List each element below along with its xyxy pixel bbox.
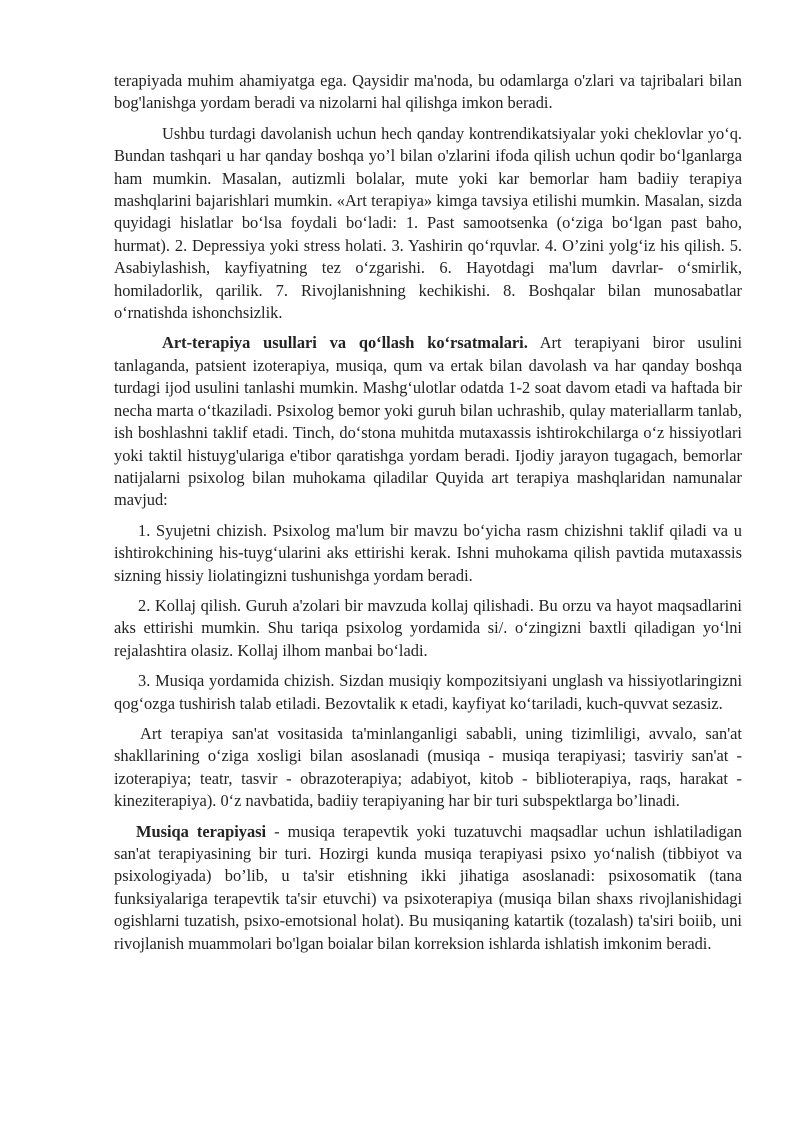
section-heading-art-terapiya: Art-terapiya usullari va qo‘llash ko‘rsatmalari. (162, 333, 528, 353)
paragraph-7: Art terapiya san'at vositasida ta'minlanganligi sababli, uning tizimliligi, avvalo, san'at shakllarining o‘ziga xosligi bilan asoslanadi (musiqa - musiqa terapiyasi; tasviriy san'at - izoterapiya; teatr, tasvir - obrazoterapiya; adabiyot, kitob - biblioterapiya, raqs, harakat - kineziterapiya). 0‘z navbatida, badiiy terapiyaning har bir turi subspektlarga bo’linadi. (114, 723, 742, 811)
section-heading-musiqa-terapiyasi: Musiqa terapiyasi (136, 821, 267, 841)
paragraph-8 (114, 821, 742, 955)
list-item-2: 2. Kollaj qilish. Guruh a'zolari bir mavzuda kollaj qilishadi. Bu orzu va hayot maqsadlarini aks ettirishi mumkin. Shu tariqa psixolog yordamida si/. o‘zingizni baxtli qiladigan yo‘lni rejalashtira olasiz. Kollaj ilhom manbai bo‘ladi. (114, 595, 742, 660)
paragraph-3 (114, 332, 742, 511)
list-item-3: 3. Musiqa yordamida chizish. Sizdan musiqiy kompozitsiyani unglash va hissiyotlaringizni qog‘ozga tushirish talab etiladi. Bezovtalik к etadi, kayfiyat ko‘tariladi, kuch-quvvat sezasiz. (114, 671, 742, 713)
paragraph-8-body: - musiqa terapevtik yoki tuzatuvchi maqsadlar uchun ishlatiladigan san'at terapiyasining bir turi. Hozirgi kunda musiqa terapiyasi psixo yo‘nalish (tibbiyot va psixologiyada) bo’lib, u ta'sir etishning ikki jihatiga asoslanadi: psixosomatik (tana funksiyalariga terapevtik ta'sir etuvchi) va psixoterapiya (musiqa bilan shaxs rivojlanishidagi ogishlarni tuzatish, psixo-emotsional holat). Bu musiqaning katartik (tozalash) ta'siri boiib, uni rivojlanish muammolari bo'lgan boialar bilan korreksion ishlarda ishlatish imkonim beradi. (114, 821, 743, 953)
paragraph-2: Ushbu turdagi davolanish uchun hech qanday kontrendikatsiyalar yoki cheklovlar yo‘q. Bundan tashqari u har qanday boshqa yo’l bilan o'zlarini ifoda qilish uchun qodir bo‘lganlarga ham mumkin. Masalan, autizmli bolalar, mute yoki kar bemorlar ham badiiy terapiya mashqlarini bajarishlari mumkin. «Art terapiya» kimga tavsiya etilishi mumkin. Masalan, sizda quyidagi hislatlar bo‘lsa foydali bo‘ladi: 1. Past samootsenka (o‘ziga bo‘lgan past baho, hurmat). 2. Depressiya yoki stress holati. 3. Yashirin qo‘rquvlar. 4. O’zini yolg‘iz his qilish. 5. Asabiylashish, kayfiyatning tez o‘zgarishi. 6. Hayotdagi ma'lum davrlar- o‘smirlik, homiladorlik, qarilik. 7. Rivojlanishning kechikishi. 8. Boshqalar bilan munosabatlar o‘rnatishda ishonchsizlik. (114, 123, 742, 323)
paragraph-3-body: Art terapiyani biror usulini tanlaganda, patsient izoterapiya, musiqa, qum va ertak bilan davolash va har qanday boshqa turdagi ijod usulini tanlashi mumkin. Mashg‘ulotlar odatda 1-2 soat davom etadi va haftada bir necha marta o‘tkaziladi. Psixolog bemor yoki guruh bilan uchrashib, qulay materiallarm tanlab, ish boshlashni taklif etadi. Tinch, do‘stona muhitda mutaxassis ishtirokchilarga o‘z hissiyotlari yoki taktil histuyg'ulariga e'tibor qaratishga yordam beradi. Ijodiy jarayon tugagach, bemorlar natijalarni psixolog bilan muhokama qiladilar Quyida art terapiya mashqlaridan namunalar mavjud: (114, 333, 742, 510)
document-page (114, 70, 742, 955)
paragraph-1: terapiyada muhim ahamiyatga ega. Qaysidir ma'noda, bu odamlarga o'zlari va tajribalari bilan bog'lanishga yordam beradi va nizolarni hal qilishga imkon beradi. (114, 71, 742, 113)
list-item-1: 1. Syujetni chizish. Psixolog ma'lum bir mavzu bo‘yicha rasm chizishni taklif qiladi va u ishtirokchining his-tuyg‘ularini aks ettirishi kerak. Ishni muhokama qilish pavtida mutaxassis sizning hissiy liolatingizni tushunishga yordam beradi. (114, 520, 742, 585)
